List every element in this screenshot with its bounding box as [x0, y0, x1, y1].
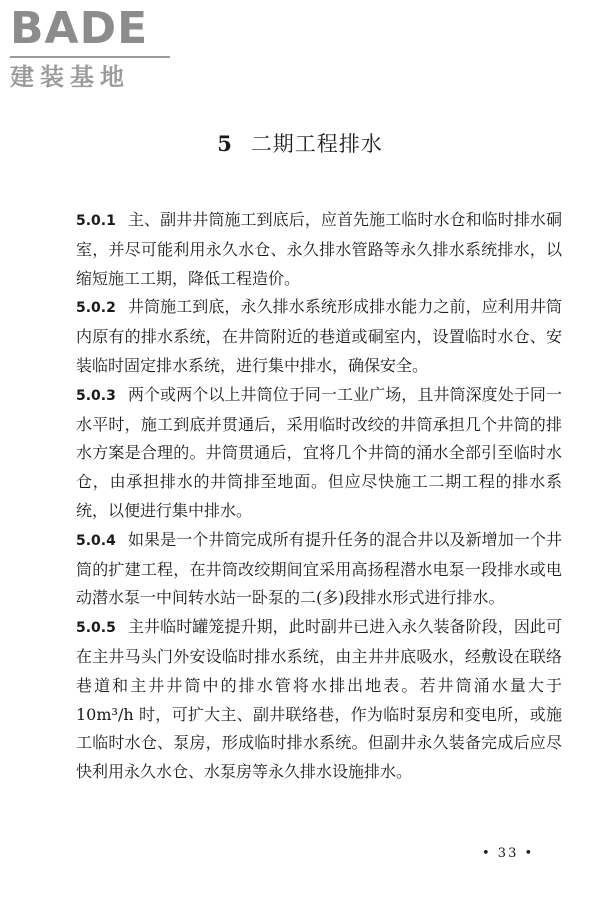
logo [10, 4, 180, 90]
clause-text: 两个或两个以上井筒位于同一工业广场，且井筒深度处于同一水平时，施工到底并贯通后，采用临时改绞的井筒承担几个井筒的排水方案是合理的。井筒贯通后，宜将几个井筒的涌水全部引至临时水仓，由承担排水的井筒排至地面。但应尽快施工二期工程的排水系统，以便进行集中排水。 [76, 384, 562, 520]
clause-text: 主井临时罐笼提升期，此时副井已进入永久装备阶段，因此可在主井马头门外安设临时排水系统，由主井井底吸水，经敷设在联络巷道和主井井筒中的排水管将水排出地表。若井筒涌水量大于 10m³/h 时，可扩大主、副井联络巷，作为临时泵房和变电所，或施工临时水仓、泵房，形成临时排水系统。但副井永久装备完成后应尽快利用永久水仓、水泵房等永久排水设施排水。 [76, 617, 562, 782]
clause-paragraph [76, 293, 562, 380]
clause-number: 5.0.1 [76, 213, 116, 229]
clause-number: 5.0.2 [76, 300, 116, 317]
section-number: 5 [217, 131, 233, 156]
clause-number: 5.0.5 [76, 620, 116, 637]
clause-number: 5.0.3 [76, 387, 116, 404]
section-body [76, 206, 562, 787]
page-number: • 33 • [482, 846, 535, 861]
logo-divider [10, 56, 170, 58]
logo-subtitle: 建装基地 [10, 63, 130, 91]
clause-text: 如果是一个井筒完成所有提升任务的混合井以及新增加一个井筒的扩建工程，在井筒改绞期间宜采用高扬程潜水电泵一段排水或电动潜水泵一中间转水站一卧泵的二(多)段排水形式进行排水。 [76, 529, 562, 608]
section-heading [0, 128, 600, 158]
clause-number: 5.0.4 [76, 532, 116, 549]
section-title: 二期工程排水 [250, 132, 383, 156]
logo-brand: BADE [10, 3, 149, 54]
clause-paragraph [76, 381, 562, 526]
clause-paragraph [76, 613, 562, 787]
clause-paragraph [76, 206, 562, 293]
clause-text: 井筒施工到底，永久排水系统形成排水能力之前，应利用井筒内原有的排水系统，在井筒附近的巷道或硐室内，设置临时水仓、安装临时固定排水系统，进行集中排水，确保安全。 [76, 297, 562, 375]
clause-text: 主、副井井筒施工到底后，应首先施工临时水仓和临时排水硐室，并尽可能利用永久水仓、永久排水管路等永久排水系统排水，以缩短施工工期，降低工程造价。 [76, 210, 562, 288]
clause-paragraph [76, 526, 562, 613]
